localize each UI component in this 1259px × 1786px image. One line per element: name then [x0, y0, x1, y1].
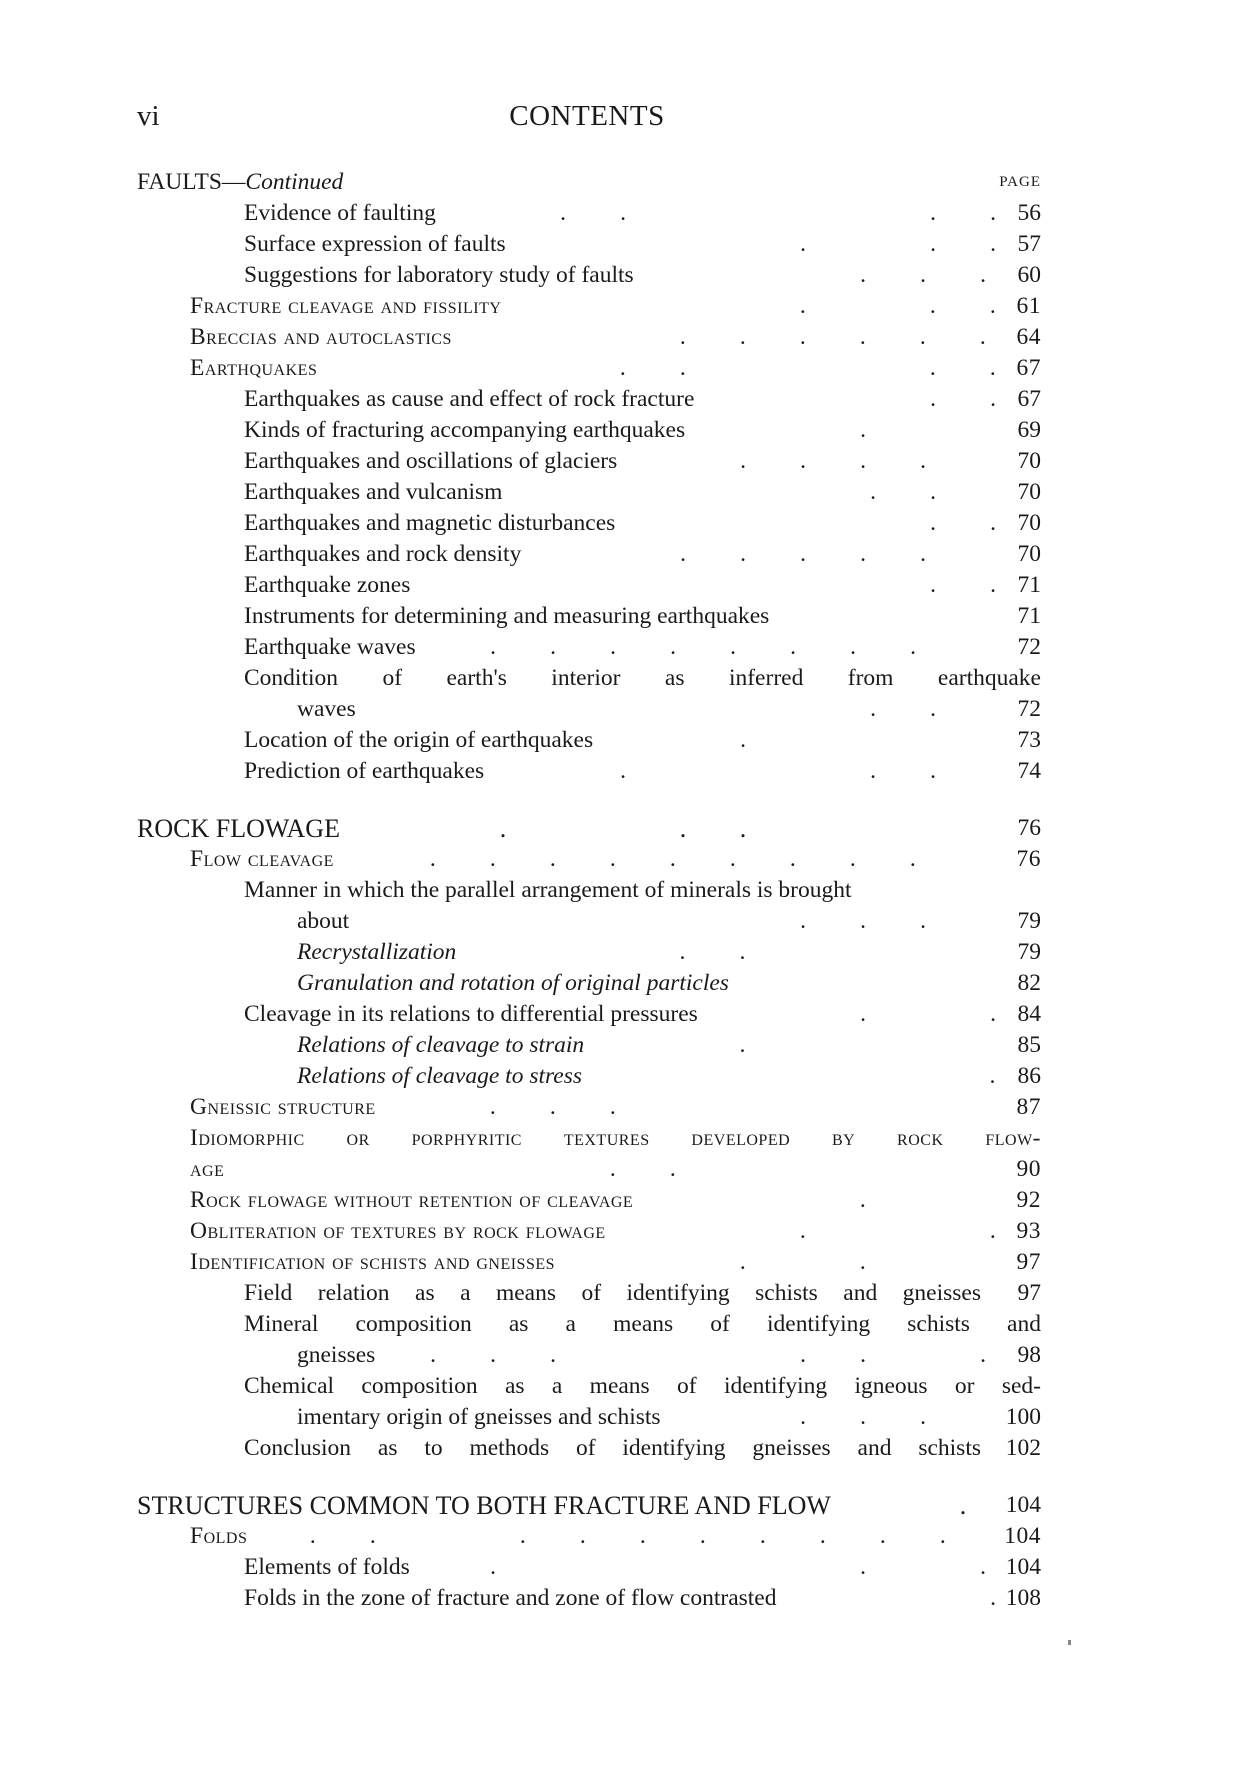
toc-entry-page: 97: [1017, 1280, 1041, 1306]
toc-entry-title: Evidence of faulting: [244, 200, 436, 226]
toc-entry-title: Fracture cleavage and fissility: [190, 293, 502, 319]
leader-dots: .: [490, 1554, 496, 1580]
toc-entry-title: Recrystallization: [297, 939, 457, 965]
toc-entry-page: 67: [1016, 355, 1041, 381]
toc-entry: [133, 632, 1041, 663]
leader-dots: . . .: [860, 262, 986, 288]
toc-entry-page: 104: [1004, 1523, 1041, 1549]
toc-entry-page: 56: [1017, 200, 1041, 226]
leader-dots: . . .: [800, 1342, 986, 1368]
leader-dots: . .: [930, 510, 996, 536]
toc-entry-title: Conclusion as to methods of identifying gneisses and schists: [244, 1435, 981, 1461]
toc-entry-page: 72: [1017, 696, 1041, 722]
toc-entry-italic: [133, 1061, 1041, 1092]
leader-dots: .: [860, 1001, 866, 1027]
leader-dots: . . .: [489, 1094, 617, 1120]
toc-entry-page: 70: [1017, 479, 1041, 505]
toc-entry-continuation: [133, 1402, 1041, 1433]
leader-dots: .: [959, 1491, 967, 1520]
leader-dots: . . . . . . . . .: [429, 846, 917, 872]
leader-dots: .: [860, 417, 866, 443]
toc-entry: [133, 875, 1041, 906]
toc-subsection: [133, 353, 1041, 384]
leader-dots: .: [990, 386, 996, 412]
toc-entry-page: 61: [1016, 293, 1041, 319]
leader-dots: .: [800, 231, 806, 257]
leader-dots: . . . . . .: [679, 324, 987, 350]
toc-entry-italic: [133, 968, 1041, 999]
leader-dots: . . .: [800, 1404, 926, 1430]
toc-entry-title: Obliteration of textures by rock flowage: [190, 1218, 606, 1244]
toc-section-heading-faults: [133, 167, 1041, 198]
leader-dots: .: [620, 758, 626, 784]
toc-entry-page: 93: [1016, 1218, 1041, 1244]
toc-entry-page: 76: [1016, 846, 1041, 872]
toc-entry-title: Cleavage in its relations to differential pressures: [244, 1001, 698, 1027]
toc-entry: [133, 570, 1041, 601]
toc-entry: [133, 508, 1041, 539]
toc-entry-page: 73: [1017, 727, 1041, 753]
toc-entry-page: 70: [1017, 448, 1041, 474]
section-title: ROCK FLOWAGE: [137, 814, 340, 843]
toc-entry-title: Breccias and autoclastics: [190, 324, 452, 350]
section-title: STRUCTURES COMMON TO BOTH FRACTURE AND FLOW: [137, 1491, 831, 1520]
leader-dots: . . . . . . . .: [490, 634, 916, 660]
leader-dots: .: [799, 1218, 807, 1244]
toc-entry-title: Chemical composition as a means of identifying igneous or sed-: [244, 1373, 1041, 1399]
page-folio: vi: [137, 100, 160, 132]
toc-entry-page: 57: [1017, 231, 1041, 257]
leader-dots: . .: [609, 1156, 677, 1182]
toc-entry-title: Earthquakes and rock density: [244, 541, 522, 567]
leader-dots: .: [990, 1063, 996, 1089]
toc-entry: [133, 446, 1041, 477]
toc-entry-page: 90: [1016, 1156, 1041, 1182]
toc-entry-page: 100: [1005, 1404, 1041, 1430]
toc-entry-page: 79: [1017, 908, 1041, 934]
toc-entry-title: about: [297, 908, 350, 934]
toc-entry-page: 102: [1005, 1435, 1041, 1461]
toc-entry-page: 97: [1016, 1249, 1041, 1275]
leader-dots: .: [859, 1187, 867, 1213]
leader-dots: . . . . . . . .: [519, 1523, 947, 1549]
toc-entry-title: Relations of cleavage to strain: [297, 1032, 585, 1058]
toc-entry-italic: [133, 1030, 1041, 1061]
toc-entry-page: 98: [1017, 1342, 1041, 1368]
toc-entry: [133, 539, 1041, 570]
toc-entry-page: 71: [1017, 603, 1041, 629]
toc-entry-page: 72: [1017, 634, 1041, 660]
leader-dots: .: [499, 814, 507, 843]
toc-entry: [133, 1309, 1041, 1340]
toc-entry: [133, 260, 1041, 291]
leader-dots: . . .: [800, 908, 926, 934]
section-page: 76: [1017, 815, 1041, 841]
section-gap: [133, 1464, 1041, 1490]
section-title: FAULTS—: [137, 169, 246, 195]
toc-entry-italic: [133, 937, 1041, 968]
toc-entry-page: 82: [1017, 970, 1041, 996]
toc-entry-title: Manner in which the parallel arrangement of minerals is brought: [244, 877, 852, 903]
toc-entry-continuation: [133, 694, 1041, 725]
toc-subsection: [133, 1521, 1041, 1552]
leader-dots: . .: [930, 200, 996, 226]
leader-dots: . . .: [430, 1342, 556, 1368]
leader-dots: . .: [309, 1523, 377, 1549]
toc-entry-title: Field relation as a means of identifying schists and gneisses: [244, 1280, 981, 1306]
toc-entry-title: Elements of folds: [244, 1554, 410, 1580]
toc-entry-title: Granulation and rotation of original particles: [297, 970, 729, 996]
toc-entry-continuation: [133, 1154, 1041, 1185]
leader-dots: .: [930, 386, 936, 412]
section-gap: [133, 787, 1041, 813]
toc-entry-title: Instruments for determining and measuring earthquakes: [244, 603, 770, 629]
toc-entry-title: Earthquake zones: [244, 572, 411, 598]
toc-entry-title: Relations of cleavage to stress: [297, 1063, 582, 1089]
toc-entry: [133, 999, 1041, 1030]
toc-entry-page: 84: [1017, 1001, 1041, 1027]
toc-entry: [133, 1433, 1041, 1464]
leader-dots: . .: [619, 355, 687, 381]
toc-entry-page: 69: [1017, 417, 1041, 443]
toc-subsection: [133, 322, 1041, 353]
toc-entry-title: Rock flowage without retention of cleavage: [190, 1187, 634, 1213]
toc-entry-title: Earthquakes and oscillations of glaciers: [244, 448, 618, 474]
section-page: 104: [1005, 1492, 1041, 1518]
toc-entry-title: age: [190, 1156, 225, 1182]
toc-entry-title: Prediction of earthquakes: [244, 758, 485, 784]
leader-dots: . .: [870, 696, 936, 722]
toc-entry-continuation: [133, 1340, 1041, 1371]
running-head: [133, 100, 1041, 140]
toc-entry: [133, 384, 1041, 415]
toc-entry-title: waves: [297, 696, 356, 722]
page-title: CONTENTS: [509, 100, 665, 132]
leader-dots: . .: [930, 231, 996, 257]
toc-entry-title: Surface expression of faults: [244, 231, 506, 257]
section-title-continued: Continued: [245, 169, 344, 195]
toc-entry-page: 87: [1016, 1094, 1041, 1120]
toc-entry-page: 71: [1017, 572, 1041, 598]
table-of-contents: [133, 167, 1041, 1614]
leader-dots: . .: [870, 479, 936, 505]
toc-section-heading-rock-flowage: [133, 813, 1041, 844]
toc-subsection: [133, 844, 1041, 875]
toc-entry-page: 85: [1017, 1032, 1041, 1058]
toc-entry-title: Suggestions for laboratory study of faults: [244, 262, 634, 288]
toc-entry-title: Condition of earth's interior as inferred from earthquake: [244, 665, 1041, 691]
toc-entry: [133, 477, 1041, 508]
toc-entry: [133, 725, 1041, 756]
toc-entry: [133, 601, 1041, 632]
leader-dots: .: [740, 727, 746, 753]
toc-section-heading-structures: [133, 1490, 1041, 1521]
toc-entry-title: Gneissic structure: [190, 1094, 376, 1120]
toc-entry-page: 108: [1005, 1585, 1041, 1611]
page-column-label: PAGE: [999, 174, 1041, 190]
toc-entry-page: 67: [1017, 386, 1041, 412]
toc-entry-title: Folds in the zone of fracture and zone of flow contrasted: [244, 1585, 777, 1611]
leader-dots: . .: [560, 200, 626, 226]
toc-entry-title: gneisses: [297, 1342, 376, 1368]
leader-dots: . .: [739, 1249, 867, 1275]
toc-entry-title: Earthquakes: [190, 355, 318, 381]
toc-subsection: [133, 1123, 1041, 1154]
toc-entry: [133, 756, 1041, 787]
toc-entry-title: Idiomorphic or porphyritic textures developed by rock flow-: [190, 1125, 1041, 1151]
toc-entry: [133, 1371, 1041, 1402]
toc-entry-title: Earthquakes as cause and effect of rock fracture: [244, 386, 695, 412]
toc-subsection: [133, 1216, 1041, 1247]
toc-entry-title: Mineral composition as a means of identifying schists and: [244, 1311, 1041, 1337]
toc-entry: [133, 415, 1041, 446]
leader-dots: .: [990, 1001, 996, 1027]
leader-dots: . .: [680, 939, 746, 965]
toc-entry-page: 92: [1016, 1187, 1041, 1213]
leader-dots: .: [989, 1218, 997, 1244]
toc-entry-page: 60: [1017, 262, 1041, 288]
toc-entry-title: Earthquakes and magnetic disturbances: [244, 510, 616, 536]
toc-subsection: [133, 1092, 1041, 1123]
leader-dots: . .: [679, 814, 747, 843]
leader-dots: .: [990, 1585, 996, 1611]
leader-dots: . .: [929, 293, 997, 319]
leader-dots: .: [799, 293, 807, 319]
toc-entry: [133, 198, 1041, 229]
toc-entry-title: Earthquakes and vulcanism: [244, 479, 503, 505]
toc-entry-page: 70: [1017, 510, 1041, 536]
toc-entry: [133, 229, 1041, 260]
toc-entry-page: 64: [1016, 324, 1041, 350]
leader-dots: .: [740, 1032, 746, 1058]
leader-dots: . .: [860, 1554, 986, 1580]
toc-entry-page: 86: [1017, 1063, 1041, 1089]
toc-entry-continuation: [133, 906, 1041, 937]
toc-entry: [133, 1583, 1041, 1614]
print-speck: [1068, 1640, 1071, 1645]
toc-subsection: [133, 1185, 1041, 1216]
toc-subsection: [133, 291, 1041, 322]
toc-subsection: [133, 1247, 1041, 1278]
toc-entry-title: Kinds of fracturing accompanying earthquakes: [244, 417, 686, 443]
toc-entry: [133, 1278, 1041, 1309]
leader-dots: . .: [930, 572, 996, 598]
toc-entry-title: Location of the origin of earthquakes: [244, 727, 594, 753]
toc-entry-page: 74: [1017, 758, 1041, 784]
toc-entry-page: 70: [1017, 541, 1041, 567]
toc-entry-page: 79: [1017, 939, 1041, 965]
toc-entry-title: Earthquake waves: [244, 634, 416, 660]
toc-entry-title: imentary origin of gneisses and schists: [297, 1404, 661, 1430]
toc-entry: [133, 663, 1041, 694]
leader-dots: . .: [870, 758, 936, 784]
leader-dots: . . . . .: [680, 541, 926, 567]
leader-dots: . . . .: [740, 448, 926, 474]
toc-entry-title: Flow cleavage: [190, 846, 334, 872]
toc-entry-title: Folds: [190, 1523, 248, 1549]
leader-dots: . .: [929, 355, 997, 381]
toc-entry: [133, 1552, 1041, 1583]
toc-entry-page: 104: [1005, 1554, 1041, 1580]
toc-entry-title: Identification of schists and gneisses: [190, 1249, 556, 1275]
